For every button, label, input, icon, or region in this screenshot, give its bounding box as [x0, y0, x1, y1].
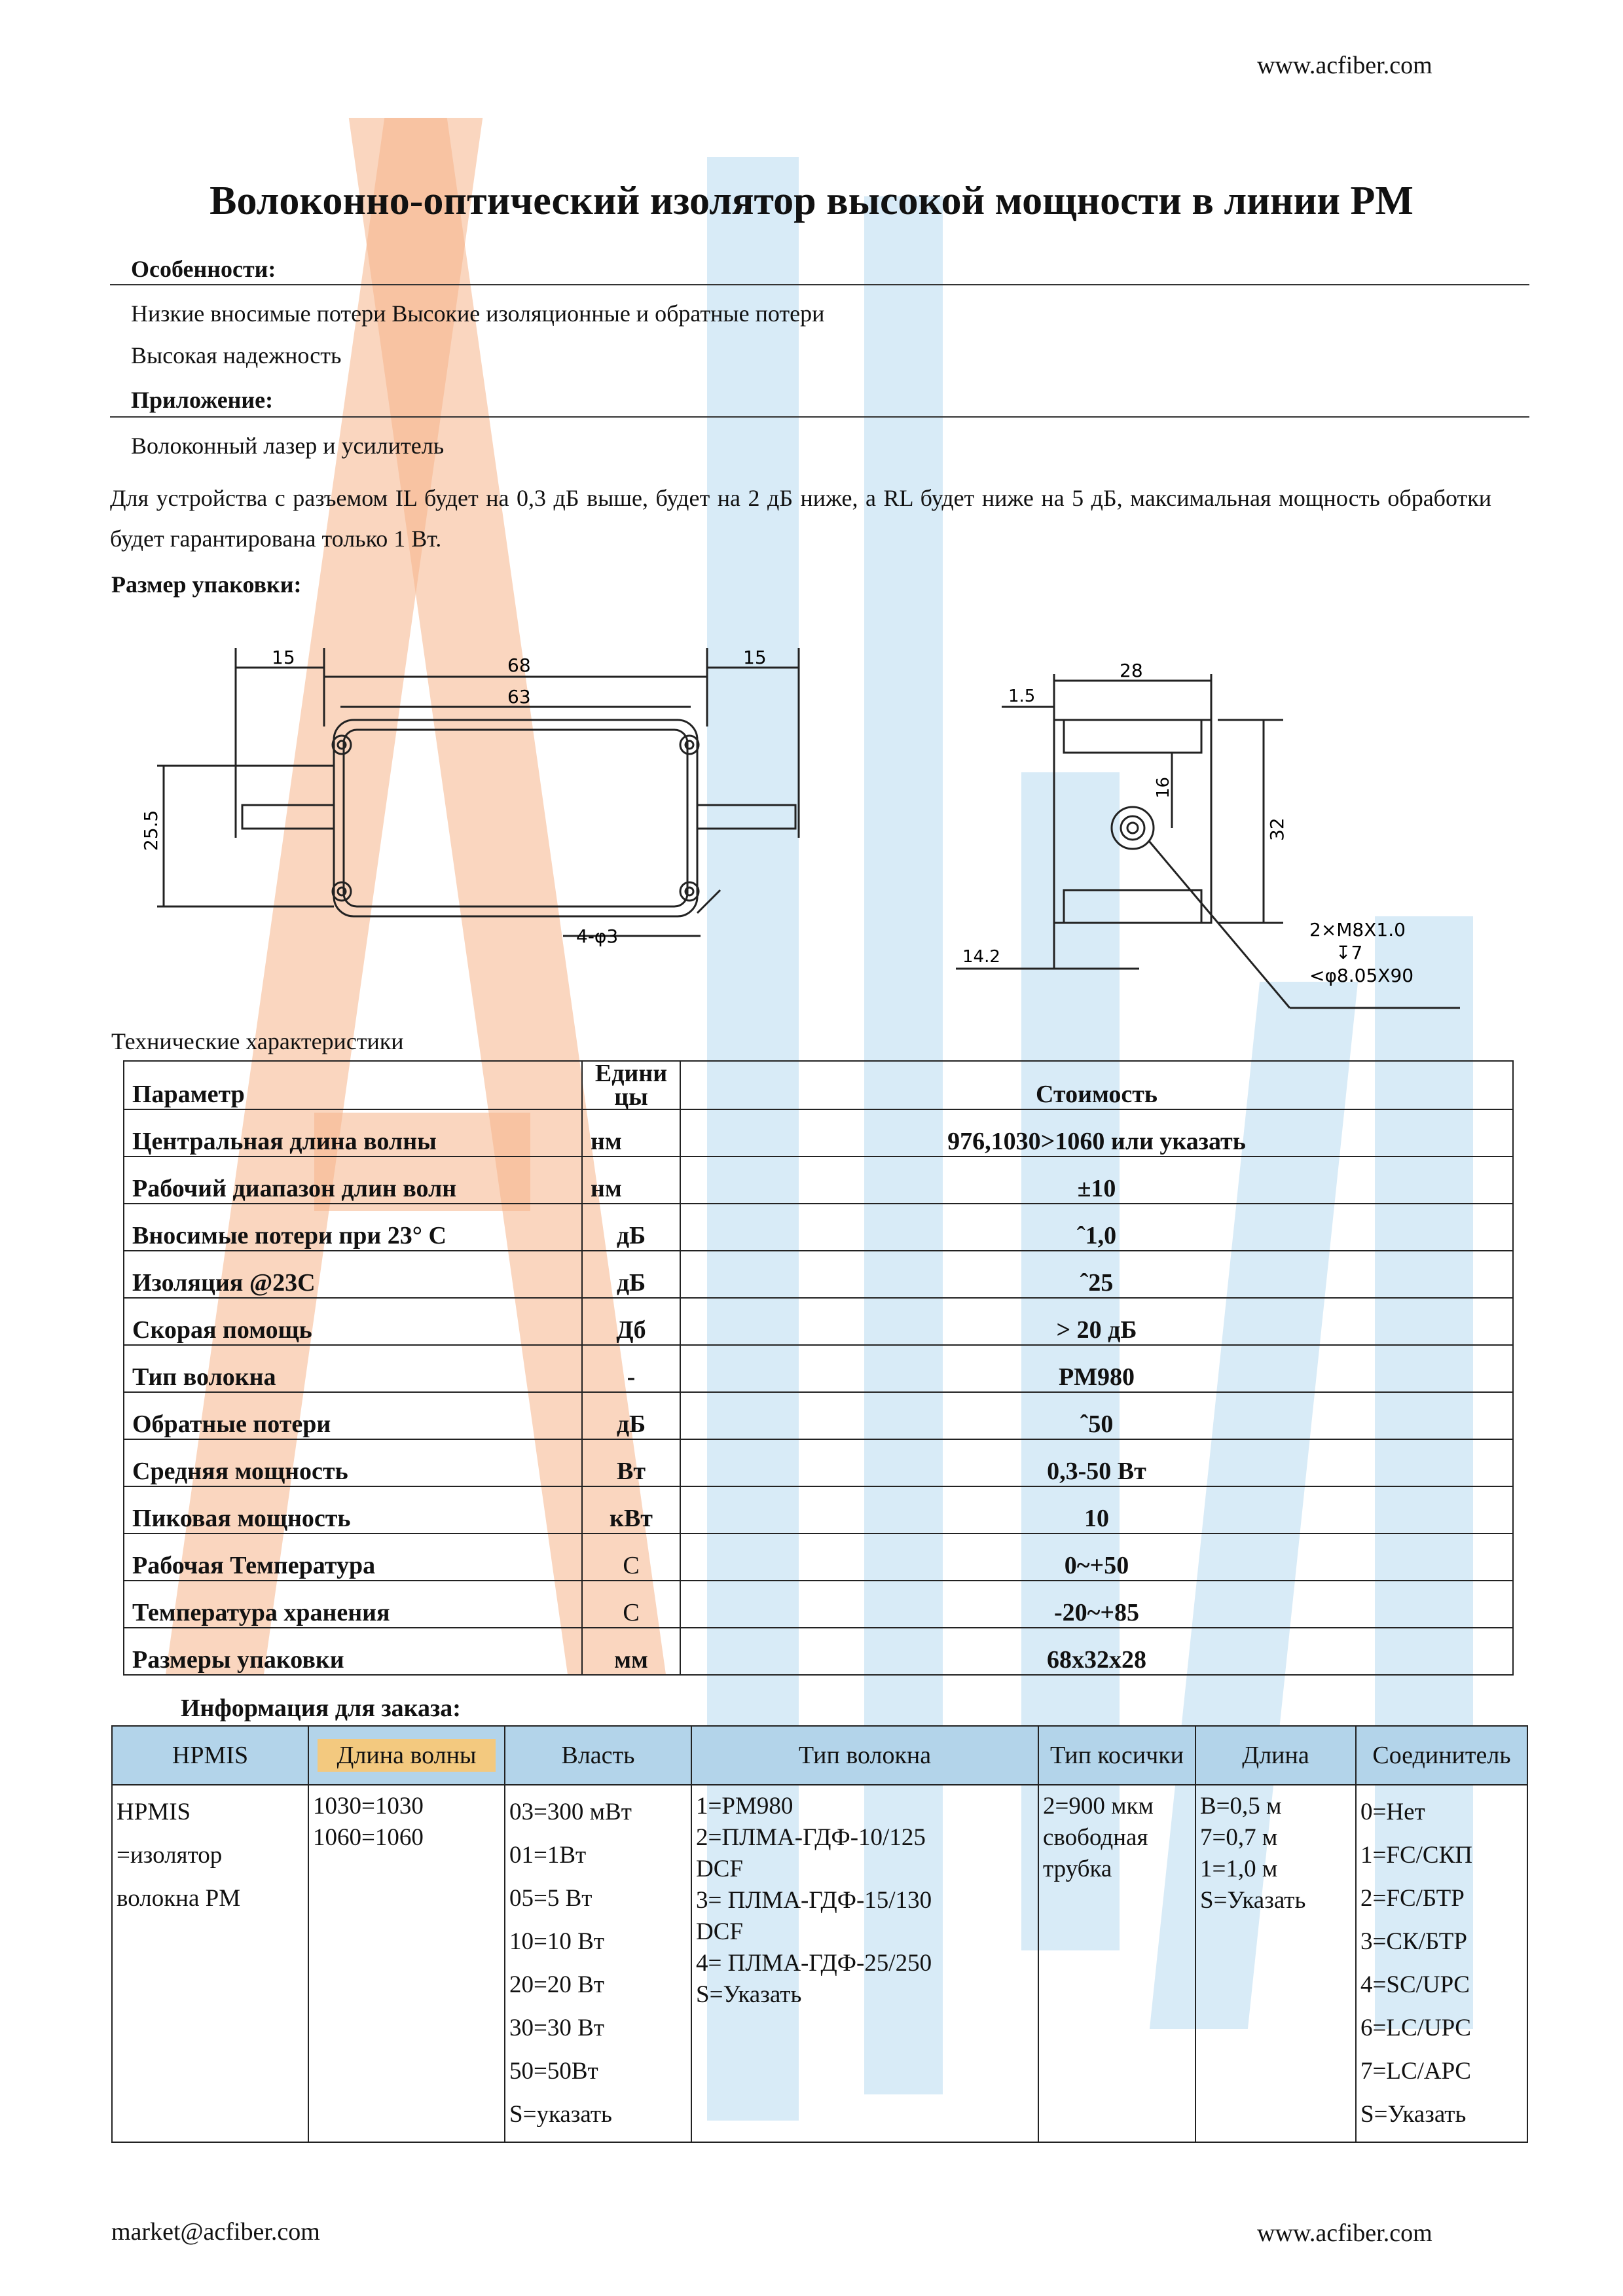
table-row	[124, 1534, 1513, 1581]
value-cell: 0~+50	[680, 1534, 1513, 1581]
unit-cell: Дб	[582, 1298, 680, 1345]
thread-note: 2×M8X1.0	[1309, 919, 1406, 941]
unit-cell: нм	[582, 1109, 680, 1157]
param-cell: Пиковая мощность	[124, 1486, 582, 1534]
table-row	[124, 1298, 1513, 1345]
options-cell: 2=900 мкм свободная трубка	[1038, 1785, 1195, 2142]
page-title: Волоконно-оптический изолятор высокой мощности в линии PM	[210, 179, 1413, 223]
dim-label: 25.5	[140, 810, 162, 851]
header-cell: Власть	[505, 1726, 691, 1785]
thread-note: ↧7	[1336, 942, 1363, 963]
unit-cell: дБ	[582, 1251, 680, 1298]
value-cell: PM980	[680, 1345, 1513, 1392]
dim-label: 4-φ3	[576, 925, 619, 947]
package-heading: Размер упаковки:	[111, 571, 302, 598]
param-cell: Скорая помощь	[124, 1298, 582, 1345]
unit-cell: Вт	[582, 1439, 680, 1486]
value-cell: 0,3-50 Вт	[680, 1439, 1513, 1486]
dim-label: 14.2	[962, 947, 1000, 967]
table-row	[124, 1392, 1513, 1439]
table-row	[124, 1157, 1513, 1204]
header-url[interactable]: www.acfiber.com	[1257, 52, 1432, 79]
value-cell: 976,1030>1060 или указать	[680, 1109, 1513, 1157]
options-cell: B=0,5 м 7=0,7 м 1=1,0 м S=Указать	[1195, 1785, 1356, 2142]
table-row	[124, 1109, 1513, 1157]
header-cell: Длина волны	[308, 1726, 505, 1785]
header-cell: Тип волокна	[691, 1726, 1038, 1785]
value-cell: 68x32x28	[680, 1628, 1513, 1675]
side-view-drawing	[943, 661, 1480, 1028]
header-cell: HPMIS	[112, 1726, 308, 1785]
dim-label: 32	[1266, 817, 1288, 841]
value-cell: ±10	[680, 1157, 1513, 1204]
unit-cell: С	[582, 1581, 680, 1628]
param-cell: Обратные потери	[124, 1392, 582, 1439]
options-cell: 1030=1030 1060=1060	[308, 1785, 505, 2142]
header-cell: Соединитель	[1356, 1726, 1527, 1785]
note-paragraph: Для устройства с разъемом IL будет на 0,3 дБ выше, будет на 2 дБ ниже, а RL будет ниже на 5 дБ, максимальная мощность обработки будет гарантирована только 1 Вт.	[110, 485, 1491, 552]
divider	[110, 284, 1529, 285]
ordering-table	[111, 1725, 1528, 2143]
header-cell: Параметр	[124, 1061, 582, 1109]
options-cell: 0=Нет 1=FC/СКП 2=FC/БТР 3=СК/БТР 4=SC/UPC 6=LC/UPC 7=LC/APC S=Указать	[1356, 1785, 1527, 2142]
value-cell: ˆ1,0	[680, 1204, 1513, 1251]
options-cell: 03=300 мВт 01=1Вт 05=5 Вт 10=10 Вт 20=20 Вт 30=30 Вт 50=50Вт S=указать	[505, 1785, 691, 2142]
specs-table	[123, 1060, 1514, 1676]
table-row	[124, 1628, 1513, 1675]
header-cell: Длина	[1195, 1726, 1356, 1785]
param-cell: Размеры упаковки	[124, 1628, 582, 1675]
param-cell: Центральная длина волны	[124, 1109, 582, 1157]
options-cell: HPMIS =изолятор волокна PM	[112, 1785, 308, 2142]
footer-url[interactable]: www.acfiber.com	[1257, 2219, 1432, 2247]
table-row	[124, 1486, 1513, 1534]
value-cell: ˆ25	[680, 1251, 1513, 1298]
dim-label: 15	[743, 647, 767, 668]
front-view-drawing	[140, 647, 851, 956]
param-cell: Рабочая Температура	[124, 1534, 582, 1581]
table-row	[124, 1439, 1513, 1486]
options-cell: 1=PM980 2=ПЛМА-ГДФ-10/125 DCF 3= ПЛМА-ГДФ-15/130 DCF 4= ПЛМА-ГДФ-25/250 S=Указать	[691, 1785, 1038, 2142]
ordering-header-row	[112, 1726, 1527, 1785]
value-cell: 10	[680, 1486, 1513, 1534]
table-row	[124, 1345, 1513, 1392]
header-cell: Тип косички	[1038, 1726, 1195, 1785]
param-cell: Температура хранения	[124, 1581, 582, 1628]
unit-cell: нм	[582, 1157, 680, 1204]
dim-label: 16	[1154, 776, 1173, 798]
unit-cell: дБ	[582, 1204, 680, 1251]
unit-cell: -	[582, 1345, 680, 1392]
param-cell: Средняя мощность	[124, 1439, 582, 1486]
feature-item: Низкие вносимые потери Высокие изоляционные и обратные потери	[131, 300, 825, 327]
table-row	[124, 1581, 1513, 1628]
dim-label: 1.5	[1008, 687, 1036, 706]
table-row	[124, 1251, 1513, 1298]
application-heading: Приложение:	[131, 387, 274, 413]
unit-cell: С	[582, 1534, 680, 1581]
header-cell: Едини цы	[582, 1061, 680, 1109]
dim-label: 63	[507, 686, 531, 708]
param-cell: Тип волокна	[124, 1345, 582, 1392]
param-cell: Рабочий диапазон длин волн	[124, 1157, 582, 1204]
ordering-heading: Информация для заказа:	[181, 1695, 461, 1722]
dim-label: 28	[1120, 660, 1143, 681]
header-cell: Стоимость	[680, 1061, 1513, 1109]
feature-item: Высокая надежность	[131, 342, 342, 368]
ordering-options-row	[112, 1785, 1527, 2142]
dim-label: 68	[507, 655, 531, 676]
value-cell: ˆ50	[680, 1392, 1513, 1439]
divider	[110, 416, 1529, 418]
param-cell: Вносимые потери при 23° С	[124, 1204, 582, 1251]
value-cell: > 20 дБ	[680, 1298, 1513, 1345]
value-cell: -20~+85	[680, 1581, 1513, 1628]
unit-cell: кВт	[582, 1486, 680, 1534]
param-cell: Изоляция @23С	[124, 1251, 582, 1298]
features-heading: Особенности:	[131, 256, 276, 282]
specs-caption: Технические характеристики	[111, 1028, 404, 1054]
footer-email[interactable]: market@acfiber.com	[111, 2218, 320, 2246]
unit-cell: дБ	[582, 1392, 680, 1439]
application-item: Волоконный лазер и усилитель	[131, 433, 445, 459]
dim-label: 15	[272, 647, 295, 668]
specs-header-row	[124, 1061, 1513, 1109]
table-row	[124, 1204, 1513, 1251]
unit-cell: мм	[582, 1628, 680, 1675]
thread-note: <φ8.05X90	[1309, 965, 1414, 986]
